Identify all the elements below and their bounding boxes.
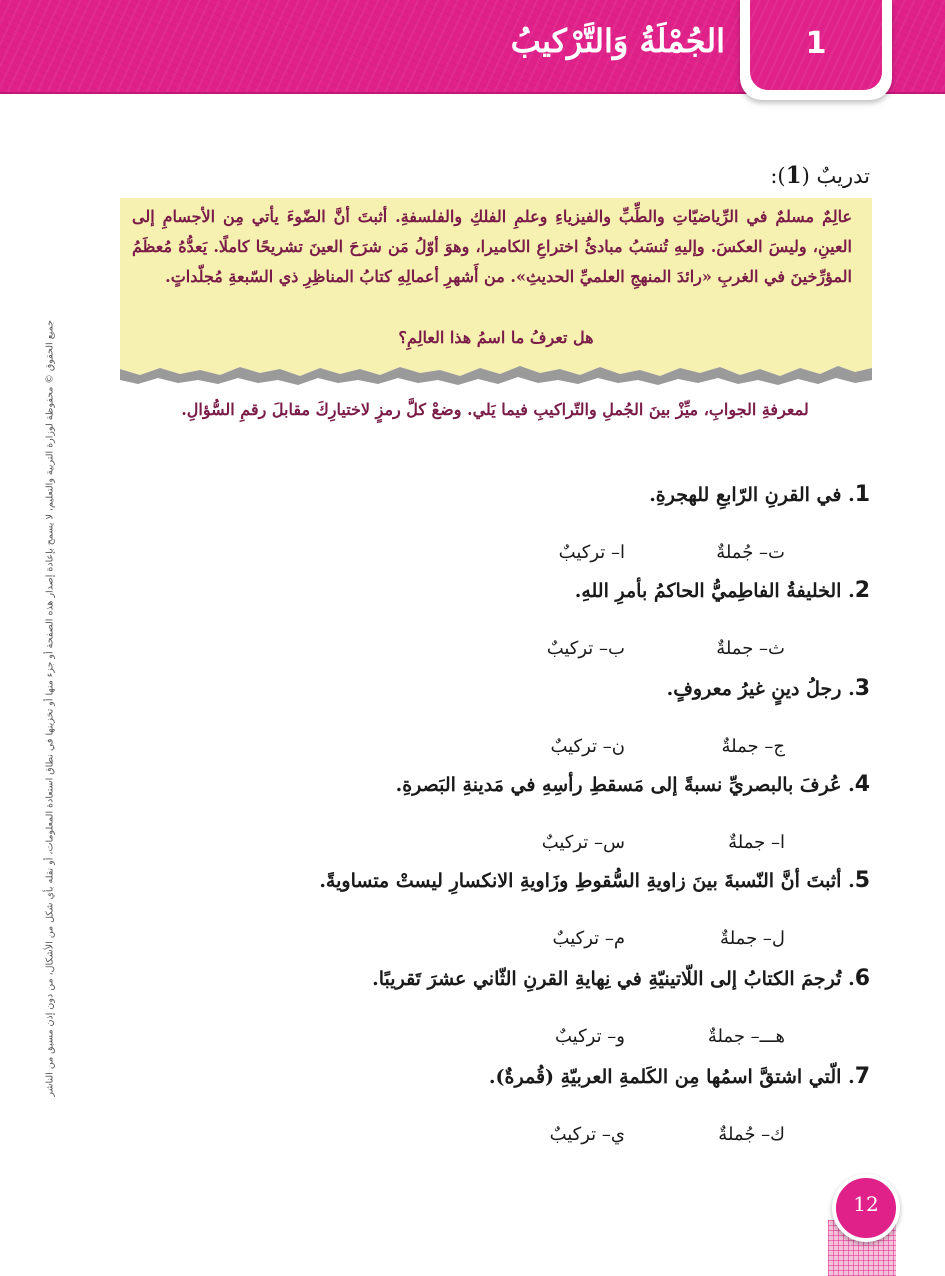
item-6-option-a[interactable]: هـــ– جملةٌ [707,1026,785,1047]
page-number: 12 [853,1192,879,1216]
item-6-number: 6 [854,966,870,991]
item-3-option-a[interactable]: ج– جملةٌ [721,736,785,757]
item-7-number: 7 [854,1064,870,1089]
instruction-text: لمعرفةِ الجوابِ، ميِّزْ بينَ الجُملِ والتّراكيبِ فيما يَلي. وضعْ كلَّ رمزٍ لاختيارِكَ مقابلَ رقمِ السُّؤالِ. [181,400,809,419]
item-4-number: 4 [854,772,870,797]
unit-number: 1 [805,26,827,61]
item-7-option-b[interactable]: ي– تركيبٌ [549,1124,625,1145]
item-5-option-b[interactable]: م– تركيبٌ [552,928,625,949]
unit-tab-inner [750,0,882,90]
passage-question: هل تعرفُ ما اسمُ هذا العالِمِ؟ [398,328,594,347]
exercise-heading [770,162,870,189]
item-5-option-a[interactable]: ل– جملةٌ [720,928,785,949]
exercise-heading-suffix: ): [770,164,786,188]
item-3-text: رجلُ دينٍ غيرُ معروفٍ. [666,678,842,700]
passage-text: عالِمٌ مسلمٌ في الرِّياضيّاتِ والطِّبِّ والفيزياءِ وعلمِ الفلكِ والفلسفةِ. أثبتَ أنَّ الضّوءَ يأتي مِن الأجسامِ إلى العينِ، وليسَ العكسَ. وإليهِ تُنسَبُ مبادئُ اختراعِ الكاميرا، وهوَ أوّلُ مَن شرَحَ العينَ تشريحًا كاملًا. يَعدُّهُ مُعظَمُ المؤرِّخينَ في الغربِ «رائدَ المنهجِ العلميِّ الحديثِ». من أَشهرِ أعمالِهِ كتابُ المناظِرِ ذي السّبعةِ مُجلّداتٍ. [132,207,853,286]
item-2-text: الخليفةُ الفاطِميُّ الحاكمُ بأمرِ اللهِ. [574,580,842,602]
item-4-sentence: 4. عُرفَ بالبصريِّ نسبةً إلى مَسقطِ رأسِهِ في مَدينةِ البَصرةِ. [395,772,870,797]
item-1-text: في القرنِ الرّابعِ للهجرةِ. [649,484,842,506]
item-4-option-b[interactable]: س– تركيبٌ [541,832,625,853]
item-1-option-b[interactable]: ا– تركيبٌ [558,542,625,563]
item-1-number: 1 [854,482,870,507]
item-3-option-b[interactable]: ن– تركيبٌ [550,736,625,757]
item-5-text: أثبتَ أنَّ النّسبةَ بينَ زاويةِ السُّقوطِ وزَاويةِ الانكسارِ ليستْ متساويةً. [319,870,842,892]
item-1-sentence: 1. في القرنِ الرّابعِ للهجرةِ. [649,482,870,507]
item-7-option-a[interactable]: ك– جُملةٌ [718,1124,785,1145]
item-6-option-b[interactable]: و– تركيبٌ [554,1026,625,1047]
exercise-number: 1 [785,162,802,189]
item-7-sentence: 7. الّتي اشتقَّ اسمُها مِن الكَلمةِ العربيّةِ (قُمرةٌ). [488,1064,870,1089]
item-2-number: 2 [854,578,870,603]
exercise-heading-prefix: تدريبٌ ( [801,164,870,188]
passage-box [120,198,872,360]
item-3-number: 3 [854,676,870,701]
item-3-sentence: 3. رجلُ دينٍ غيرُ معروفٍ. [666,676,870,701]
item-7-text: الّتي اشتقَّ اسمُها مِن الكَلمةِ العربيّةِ (قُمرةٌ). [488,1066,842,1088]
item-2-option-a[interactable]: ث– جملةٌ [716,638,785,659]
item-6-text: تُرجمَ الكتابُ إلى اللّاتينيّةِ في نِهايةِ القرنِ الثّاني عشرَ تَقريبًا. [372,968,842,990]
copyright-note: جميع الحقوق © محفوظة لوزارة التربية والتعليم، لا يسمح بإعادة إصدار هذه الصفحة أو جزء منها أو تخزينها في نطاق استعادة المعلومات، أو نقله بأي شكل من الأشكال، من دون إذن مسبق من الناشر [44,320,56,1097]
item-1-option-a[interactable]: ت– جُملةٌ [716,542,785,563]
page-number-badge [826,1192,896,1276]
item-4-option-a[interactable]: ا– جملةٌ [728,832,785,853]
item-2-option-b[interactable]: ب– تركيبٌ [546,638,625,659]
item-6-sentence: 6. تُرجمَ الكتابُ إلى اللّاتينيّةِ في نِهايةِ القرنِ الثّاني عشرَ تَقريبًا. [372,966,870,991]
page-badge-circle [832,1174,900,1242]
torn-paper-edge [120,356,872,386]
item-5-sentence: 5. أثبتَ أنَّ النّسبةَ بينَ زاويةِ السُّقوطِ وزَاويةِ الانكسارِ ليستْ متساويةً. [319,868,870,893]
item-5-number: 5 [854,868,870,893]
item-4-text: عُرفَ بالبصريِّ نسبةً إلى مَسقطِ رأسِهِ في مَدينةِ البَصرةِ. [395,774,842,796]
unit-tab [740,0,892,100]
item-2-sentence: 2. الخليفةُ الفاطِميُّ الحاكمُ بأمرِ اللهِ. [574,578,870,603]
unit-title: الجُمْلَةُ وَالتَّرْكيبُ [510,22,725,60]
